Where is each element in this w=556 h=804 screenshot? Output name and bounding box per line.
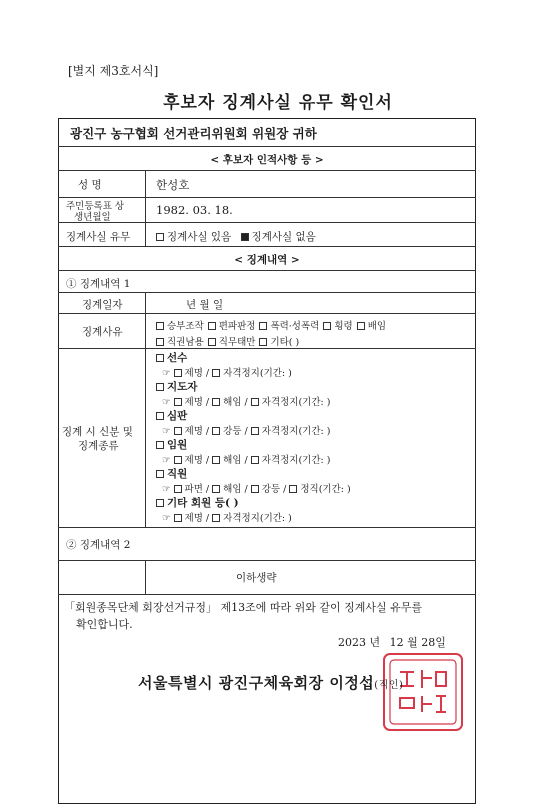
divider <box>58 313 476 314</box>
seal-mark: (직인) <box>374 680 404 691</box>
omitted-note: 이하생략 <box>236 572 277 584</box>
checkbox-icon[interactable] <box>212 369 220 377</box>
name-value: 한성호 <box>156 178 190 192</box>
checkbox-icon[interactable] <box>156 470 164 478</box>
birth-label-line2: 생년월일 <box>74 212 111 223</box>
discipline-option[interactable] <box>174 513 203 524</box>
checkbox-icon[interactable] <box>174 456 182 464</box>
discipline-option[interactable] <box>174 368 203 379</box>
divider <box>58 246 476 247</box>
checkbox-icon[interactable] <box>156 383 164 391</box>
divider <box>58 348 476 349</box>
discipline-group-heading <box>156 379 197 394</box>
date-label: 징계일자 <box>82 299 123 311</box>
issue-date <box>338 634 446 650</box>
discipline-option[interactable] <box>212 513 292 524</box>
issue-year-unit: 년 <box>369 636 381 649</box>
reason-option[interactable] <box>259 337 299 348</box>
statement-line2: 확인합니다. <box>76 618 133 631</box>
discipline-option[interactable] <box>212 397 241 408</box>
option-label: 자격정지(기간: ) <box>261 426 331 437</box>
option-label: 직권남용 <box>167 337 204 348</box>
discipline-option[interactable] <box>289 484 350 495</box>
form-number-label: [별지 제3호서식] <box>68 64 159 78</box>
reason-label: 징계사유 <box>82 326 123 338</box>
divider <box>58 292 476 293</box>
discipline-group-heading <box>156 350 187 365</box>
option-label: 제명 <box>184 368 203 379</box>
issue-month-unit: 월 <box>407 636 418 649</box>
pointing-hand-icon: ☞ <box>162 426 174 437</box>
statement-line1: 「회원종목단체 회장선거규정」 제13조에 따라 위와 같이 징계사실 유무를 <box>64 601 422 614</box>
checkbox-icon[interactable] <box>156 499 164 507</box>
separator: / <box>202 455 213 466</box>
discipline-option[interactable] <box>212 484 241 495</box>
separator: / <box>241 484 251 495</box>
option-label: 폭력·성폭력 <box>270 321 320 332</box>
discipline-exist-options <box>156 229 316 244</box>
option-label: 해임 <box>223 455 242 466</box>
option-label: 직무태만 <box>218 337 256 348</box>
option-label: 강등 <box>223 426 242 437</box>
group-name: 임원 <box>167 439 188 451</box>
separator: / <box>241 455 251 466</box>
status-label-line2: 징계종류 <box>78 440 119 452</box>
separator: / <box>202 368 213 379</box>
discipline-option[interactable] <box>251 455 331 466</box>
column-divider <box>145 292 146 527</box>
checkbox-discipline-no[interactable] <box>241 233 249 241</box>
separator: / <box>202 397 213 408</box>
group-name: 지도자 <box>167 381 198 393</box>
group-name: 선수 <box>167 352 188 364</box>
checkbox-icon[interactable] <box>156 441 164 449</box>
option-label: 파면 <box>184 484 203 495</box>
discipline-option[interactable] <box>174 484 203 495</box>
pointing-hand-icon: ☞ <box>162 368 174 379</box>
discipline-option[interactable] <box>212 368 292 379</box>
reasons-row-2 <box>156 334 303 348</box>
pointing-hand-icon: ☞ <box>162 513 174 524</box>
divider <box>58 527 476 528</box>
date-value: 년 월 일 <box>186 299 224 311</box>
checkbox-icon[interactable] <box>156 338 164 346</box>
discipline-options-row <box>162 394 330 408</box>
discipline-group-heading <box>156 466 187 481</box>
discipline-options-row <box>162 423 330 437</box>
discipline-options-row <box>162 510 292 524</box>
pointing-hand-icon: ☞ <box>162 455 174 466</box>
divider <box>58 270 476 271</box>
issue-day: 28일 <box>421 636 446 649</box>
status-label-line1: 징계 시 신분 및 <box>62 426 133 438</box>
discipline-options-row <box>162 481 351 495</box>
pointing-hand-icon: ☞ <box>162 397 174 408</box>
separator: / <box>241 426 251 437</box>
discipline-group-heading <box>156 437 187 452</box>
option-label: 제명 <box>184 426 203 437</box>
checkbox-icon[interactable] <box>174 427 182 435</box>
column-divider <box>145 560 146 594</box>
discipline-option[interactable] <box>174 426 203 437</box>
discipline-options-row <box>162 365 292 379</box>
checkbox-icon[interactable] <box>174 514 182 522</box>
checkbox-icon[interactable] <box>251 427 259 435</box>
option-label: 자격정지(기간: ) <box>223 513 292 524</box>
reason-option[interactable] <box>208 321 256 332</box>
option-label: 강등 <box>261 484 281 495</box>
discipline-option[interactable] <box>174 455 203 466</box>
reason-option[interactable] <box>357 321 386 332</box>
discipline-exist-label: 징계사실 유무 <box>66 231 131 243</box>
checkbox-icon[interactable] <box>289 485 297 493</box>
discipline-option[interactable] <box>251 426 331 437</box>
option-label: 제명 <box>184 455 203 466</box>
reason-option[interactable] <box>208 337 256 348</box>
option-label: 제명 <box>184 397 203 408</box>
discipline-options-row <box>162 452 330 466</box>
checkbox-icon[interactable] <box>174 369 182 377</box>
option-label: 승부조작 <box>167 321 204 332</box>
column-divider <box>145 170 146 246</box>
divider <box>58 594 476 595</box>
checkbox-icon[interactable] <box>156 354 164 362</box>
separator: / <box>202 484 213 495</box>
pointing-hand-icon: ☞ <box>162 484 174 495</box>
checkbox-icon[interactable] <box>212 456 220 464</box>
signer-name <box>138 672 403 693</box>
document-title: 후보자 징계사실 유무 확인서 <box>163 93 393 113</box>
option-label: 정직(기간: ) <box>300 484 351 495</box>
group-name: 직원 <box>167 468 188 480</box>
checkbox-icon[interactable] <box>251 485 259 493</box>
option-label: 자격정지(기간: ) <box>261 455 331 466</box>
checkbox-icon[interactable] <box>212 514 220 522</box>
checkbox-discipline-yes[interactable] <box>156 233 164 241</box>
checkbox-icon[interactable] <box>156 412 164 420</box>
reasons-row-1 <box>156 318 390 332</box>
discipline-option[interactable] <box>174 397 203 408</box>
divider <box>58 560 476 561</box>
checkbox-icon[interactable] <box>357 322 365 330</box>
discipline-option[interactable] <box>251 484 280 495</box>
discipline-group-heading <box>156 495 239 510</box>
reason-option[interactable] <box>156 337 204 348</box>
reason-option[interactable] <box>323 321 352 332</box>
checkbox-icon[interactable] <box>212 398 220 406</box>
divider <box>58 222 476 223</box>
group-name: 기타 회원 등( ) <box>167 497 239 509</box>
checkbox-icon[interactable] <box>208 338 216 346</box>
section-discipline-heading: < 징계내역 > <box>234 254 300 266</box>
section-candidate-heading: < 후보자 인적사항 등 > <box>210 154 324 166</box>
checkbox-icon[interactable] <box>212 427 220 435</box>
checkbox-icon[interactable] <box>174 398 182 406</box>
checkbox-icon[interactable] <box>208 322 216 330</box>
history-2-label: ② 징계내역 2 <box>66 539 131 551</box>
discipline-option[interactable] <box>212 426 241 437</box>
checkbox-icon[interactable] <box>251 456 259 464</box>
reason-option[interactable] <box>259 321 319 332</box>
checkbox-icon[interactable] <box>212 485 220 493</box>
option-label: 자격정지(기간: ) <box>223 368 292 379</box>
separator: / <box>280 484 290 495</box>
checkbox-icon[interactable] <box>156 322 164 330</box>
discipline-option[interactable] <box>212 455 241 466</box>
option-label: 제명 <box>184 513 203 524</box>
group-name: 심판 <box>167 410 188 422</box>
divider <box>58 170 476 171</box>
option-label: 기타( ) <box>270 337 300 348</box>
option-label: 편파판정 <box>218 321 256 332</box>
option-label: 해임 <box>223 397 242 408</box>
separator: / <box>202 513 213 524</box>
reason-option[interactable] <box>156 321 204 332</box>
birth-label-line1: 주민등록표 상 <box>66 201 125 212</box>
checkbox-icon[interactable] <box>259 338 267 346</box>
checkbox-icon[interactable] <box>259 322 267 330</box>
signer-title: 서울특별시 광진구체육회장 이정섭 <box>138 674 375 692</box>
option-label: 횡령 <box>334 321 353 332</box>
name-label: 성 명 <box>78 179 102 191</box>
issue-month: 12 <box>389 636 404 649</box>
option-discipline-no: 징계사실 없음 <box>251 231 316 243</box>
checkbox-icon[interactable] <box>251 398 259 406</box>
history-1-label: ① 징계내역 1 <box>66 278 131 290</box>
divider <box>58 146 476 147</box>
option-label: 자격정지(기간: ) <box>261 397 331 408</box>
discipline-group-heading <box>156 408 187 423</box>
discipline-option[interactable] <box>251 397 331 408</box>
checkbox-icon[interactable] <box>323 322 331 330</box>
separator: / <box>202 426 213 437</box>
option-discipline-yes: 징계사실 있음 <box>167 231 232 243</box>
option-label: 배임 <box>367 321 387 332</box>
separator: / <box>241 397 251 408</box>
birth-value: 1982. 03. 18. <box>156 203 233 217</box>
checkbox-icon[interactable] <box>174 485 182 493</box>
issue-year: 2023 <box>338 636 366 649</box>
option-label: 해임 <box>223 484 242 495</box>
recipient-line: 광진구 농구협회 선거관리위원회 위원장 귀하 <box>70 126 317 141</box>
